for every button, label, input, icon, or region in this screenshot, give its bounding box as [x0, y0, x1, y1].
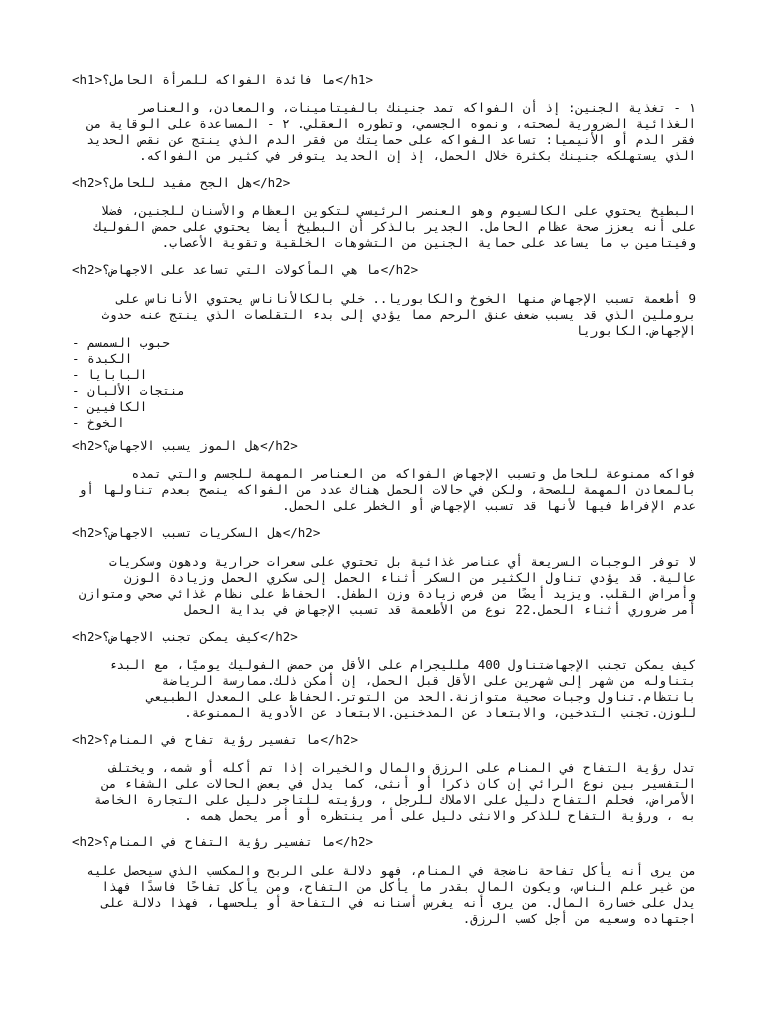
- text-line: بانتظام.تناول وجبات صحية متوازنة.الحد من التوتر.الحفاظ على المعدل الطبيعي: [146, 689, 696, 704]
- text-line: من يرى أنه يأكل تفاحة ناضجة في المنام، فهو دلالة على الربح والمكسب الذي سيحصل عليه: [86, 863, 696, 878]
- list-item: - الكبدة: [72, 351, 133, 366]
- text-line: ١ - تغذية الجنين: إذ أن الفواكه تمد جنينك بالفيتامينات، والمعادن، والعناصر: [139, 100, 696, 115]
- list-item: - الخوخ: [72, 415, 125, 430]
- paragraph-banana: [72, 466, 696, 514]
- heading-h2-miscarriage-foods: <h2>ما هي المأكولات التي تساعد على الاجهاض؟</h2>: [72, 262, 419, 277]
- text-line: للوزن.تجنب التدخين، والابتعاد عن المدخنين.الابتعاد عن الأدوية الممنوعة.: [184, 705, 696, 720]
- text-line: من غير علم الناس، ويكون المال بقدر ما يأكل من التفاح، ومن يأكل تفاحًا فاسدًا فهذا: [101, 879, 696, 894]
- text-line: بالمعادن المهمة للصحة، ولكن في حالات الحمل هناك عدد من الفواكه ينصح بعدم تناولها أو: [78, 482, 696, 497]
- text-line: عالية. قد يؤدي تناول الكثير من السكر أثناء الحمل إلى سكري الحمل وزيادة الوزن: [124, 570, 696, 585]
- list-item: - حبوب السمسم: [72, 335, 170, 350]
- heading-h2-apple-dream: <h2>ما تفسير رؤية تفاح في المنام؟</h2>: [72, 732, 358, 747]
- heading-h2-banana: <h2>هل الموز يسبب الاجهاض؟</h2>: [72, 438, 298, 453]
- text-line: وأمراض القلب. ويزيد أيضًا من فرص زيادة وزن الطفل. الحفاظ على نظام غذائي صحي ومتوازن: [78, 586, 696, 601]
- text-line: فواكه ممنوعة للحامل وتسبب الإجهاض الفواكه من العناصر المهمة للجسم والتي تمده: [131, 466, 696, 481]
- text-line: البطيخ يحتوي على الكالسيوم وهو العنصر الرئيسي لتكوين العظام والأسنان للجنين، فضلا: [101, 203, 696, 218]
- heading-h2-avoid-miscarriage: <h2>كيف يمكن تجنب الاجهاض؟</h2>: [72, 629, 298, 644]
- paragraph-fruit-benefits: [72, 100, 696, 164]
- text-line: فقر الدم أو الأنيميا: تساعد الفواكه على حمايتك من فقر الدم الذي ينتج عن نقص الحديد: [86, 132, 696, 147]
- heading-h1-fruit-benefits: <h1>ما فائدة الفواكه للمرأة الحامل؟</h1>: [72, 72, 374, 87]
- heading-h2-sugar: <h2>هل السكريات تسبب الاجهاض؟</h2>: [72, 525, 321, 540]
- heading-h2-apple-dream-2: <h2>ما تفسير رؤية التفاح في المنام؟</h2>: [72, 834, 374, 849]
- text-line: بروملين الذي قد يسبب ضعف عنق الرحم مما يؤدي إلى بدء التقلصات الذي ينتج عنه حدوث: [101, 307, 696, 322]
- text-line: التفسير بين نوع الرائي إن كان ذكرا أو أنثى، كما يدل في بعض الحالات على الشفاء من: [101, 776, 696, 791]
- text-line: به ، ورؤية التفاح للذكر والانثى دليل على أمر ينتظره أو أمر يحمل همه .: [184, 808, 696, 823]
- text-line: على أنه يعزز صحة عظام الحامل. الجدير بالذكر أن البطيخ أيضا يحتوي على حمض الفوليك: [93, 219, 696, 234]
- list-item: - الكافيين: [72, 399, 148, 414]
- text-line: بتناوله من شهر إلى شهرين على الأقل قبل الحمل، إن أمكن ذلك.ممارسة الرياضة: [161, 673, 696, 688]
- text-line: تدل رؤية التفاح في المنام على الرزق والمال والخيرات إذا تم أكله أو شمه، ويختلف: [109, 760, 696, 775]
- paragraph-sugar: [72, 554, 696, 618]
- text-line: لا توفر الوجبات السريعة أي عناصر غذائية بل تحتوي على سعرات حرارية ودهون وسكريات: [109, 554, 696, 569]
- paragraph-watermelon: [72, 203, 696, 251]
- text-line: وفيتامين ب ما يساعد على حماية الجنين من التشوهات الخلقية وتقوية الأعصاب.: [161, 235, 696, 250]
- text-line: اجتهاده وسعيه من أجل كسب الرزق.: [462, 911, 696, 926]
- list-item: - منتجات الألبان: [72, 383, 185, 398]
- list-item: - البابايا: [72, 367, 148, 382]
- text-line: يدل على خسارة المال. من يرى أنه يغرس أسنانه في التفاحة أو يلحسها، فهذا دلالة على: [101, 895, 696, 910]
- list-miscarriage-foods: [72, 335, 696, 431]
- paragraph-apple-dream: [72, 760, 696, 824]
- text-line: كيف يمكن تجنب الإجهاضتناول 400 ملليجرام على الأقل من حمض الفوليك يوميًا، مع البدء: [108, 657, 696, 672]
- text-line: الإجهاض.الكابوريا: [575, 323, 696, 338]
- heading-h2-watermelon: <h2>هل الجح مفيد للحامل؟</h2>: [72, 175, 291, 190]
- paragraph-apple-dream-2: [72, 863, 696, 927]
- text-line: أمر ضروري أثناء الحمل.22 نوع من الأطعمة قد تسبب الإجهاض في بداية الحمل: [184, 602, 696, 617]
- text-line: عدم الإفراط فيها لأنها قد تسبب الإجهاض أو الخطر على الحمل.: [282, 498, 696, 513]
- text-line: الذي يستهلكه جنينك بكثرة خلال الحمل، إذ إن الحديد يتوفر في كثير من الفواكه.: [139, 148, 696, 163]
- text-line: الغذائية الضرورية لصحته، ونموه الجسمي، وتطوره العقلي. ٢ - المساعدة على الوقاية من: [86, 116, 696, 131]
- text-line: 9 أطعمة تسبب الإجهاض منها الخوخ والكابوريا.. خلي بالكالأناناس يحتوي الأناناس على: [116, 291, 696, 306]
- text-line: الأمراض، فحلم التفاح دليل على الاملاك للرجل ، ورؤيته للتاجر دليل على التجارة الخاصة: [93, 792, 696, 807]
- paragraph-miscarriage-foods: [72, 291, 696, 339]
- paragraph-avoid-miscarriage: [72, 657, 696, 721]
